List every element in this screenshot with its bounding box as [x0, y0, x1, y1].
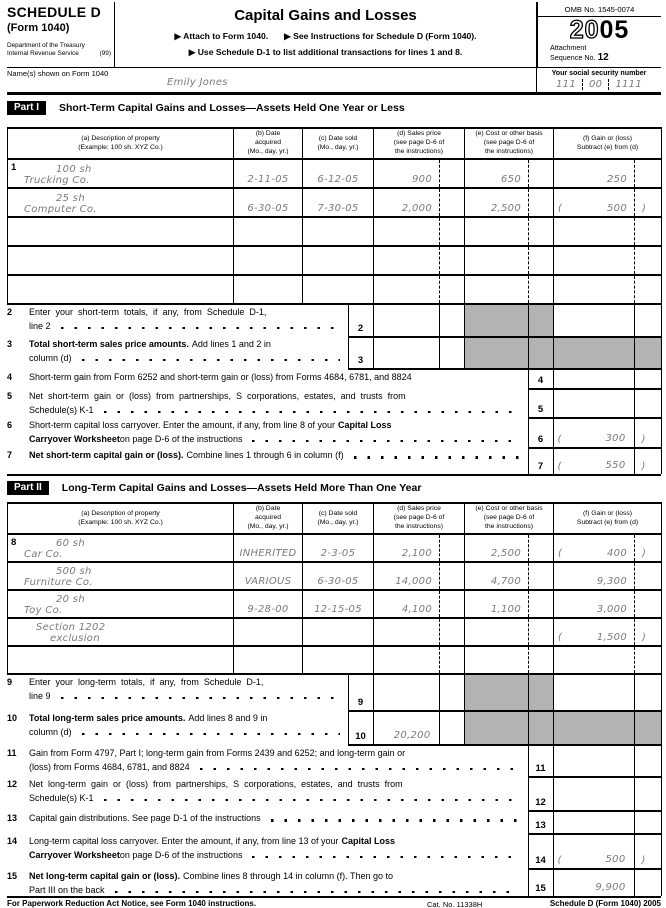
line-9-text: 9 Enter your long-term totals, if any, from Schedule D-1, line 9: [7, 675, 348, 711]
dot-leader: [82, 733, 340, 736]
footer-notice: For Paperwork Reduction Act Notice, see Form 1040 instructions.: [7, 899, 257, 908]
line-number: 8: [11, 537, 17, 548]
line-2-text: 2 Enter your short-term totals, if any, from Schedule D-1, line 2: [7, 305, 348, 337]
dot-leader: [252, 440, 519, 443]
line-15-text: 15 Net long-term capital gain or (loss). Combine lines 8 through 14 in column (f). Then go to Part III on the back: [7, 869, 528, 896]
attachment-label: Attachment: [550, 43, 587, 52]
date-sold-cell[interactable]: 6-12-05: [303, 159, 374, 188]
col-d-header: (d) Sales price (see page D-6 of the instructions): [374, 128, 465, 159]
line-12-text: 12 Net long-term gain or (loss) from partnerships, S corporations, estates, and trusts from Schedule(s) K-1: [7, 777, 528, 811]
part1-label: Part I: [7, 101, 46, 115]
gain-loss-cell[interactable]: 3,000: [554, 590, 635, 618]
col-b-header: (b) Date acquired (Mo., day, yr.): [234, 128, 303, 159]
col-c-header: (c) Date sold (Mo., day, yr.): [303, 503, 374, 534]
part1-amount-lines: [7, 370, 662, 474]
dot-leader: [271, 819, 520, 822]
date-acquired-cell[interactable]: 2-11-05: [234, 159, 303, 188]
description-cell[interactable]: 1 100 sh Trucking Co.: [8, 159, 234, 188]
form-title: Capital Gains and Losses: [234, 7, 417, 24]
name-label: Name(s) shown on Form 1040: [7, 69, 109, 78]
sales-price-cell[interactable]: 2,100: [374, 534, 440, 562]
cost-basis-cell[interactable]: 650: [465, 159, 529, 188]
omb-year-block: [536, 2, 661, 67]
dot-leader: [200, 768, 520, 771]
sales-price-cell[interactable]: 900: [374, 159, 440, 188]
cost-basis-cell[interactable]: [465, 275, 529, 304]
line-4-row: [7, 370, 661, 389]
dot-leader: [104, 799, 520, 802]
date-sold-cell[interactable]: 2-3-05: [303, 534, 374, 562]
name-ssn-row: [7, 68, 661, 95]
ssn-group-1[interactable]: 111: [556, 79, 576, 90]
column-header-row: [8, 128, 662, 159]
table-row: [8, 246, 662, 275]
sales-price-cell[interactable]: 2,000: [374, 188, 440, 217]
cost-basis-cell[interactable]: [465, 646, 529, 674]
line-12-box-number: 12: [528, 777, 553, 811]
line-3-text: 3 Total short-term sales price amounts. Add lines 1 and 2 in column (d): [7, 337, 348, 369]
gain-loss-cell[interactable]: [554, 217, 635, 246]
schedule-label: SCHEDULE D: [7, 4, 102, 20]
gain-loss-cell[interactable]: ( 500: [554, 188, 635, 217]
form-header: [7, 2, 661, 68]
see-instructions: ▶ See Instructions for Schedule D (Form 1040).: [284, 31, 477, 41]
ssn-block: [536, 68, 661, 92]
line-10-sales-field[interactable]: 20,200: [373, 711, 439, 745]
line-15-box-number: 15: [528, 869, 553, 896]
paren-close-cell: [635, 159, 662, 188]
ssn-label: Your social security number: [551, 69, 647, 77]
part1-transactions-table: [7, 127, 662, 305]
cost-cents-cell: [529, 159, 554, 188]
form-number-label: (Form 1040): [7, 22, 70, 34]
sales-cents-cell: [440, 188, 465, 217]
date-sold-cell[interactable]: 6-30-05: [303, 562, 374, 590]
name-block: [7, 68, 536, 92]
tax-year-suffix: 05: [599, 16, 630, 44]
date-sold-cell[interactable]: 7-30-05: [303, 188, 374, 217]
gain-loss-cell[interactable]: [554, 646, 635, 674]
line-10-box-number: 10: [348, 711, 373, 745]
date-acquired-cell[interactable]: [234, 275, 303, 304]
date-acquired-cell[interactable]: 6-30-05: [234, 188, 303, 217]
line-9-row: [7, 675, 661, 711]
gain-loss-cell[interactable]: ( 1,500: [554, 618, 635, 646]
cost-basis-cell[interactable]: 4,700: [465, 562, 529, 590]
form-footer: [7, 898, 661, 908]
line-6-box-number: 6: [528, 418, 553, 448]
treasury-line: Department of the Treasury: [7, 42, 85, 49]
ssn-group-2[interactable]: 00: [582, 79, 609, 90]
table-row: [8, 590, 662, 618]
part1-title: Short-Term Capital Gains and Losses—Assets Held One Year or Less: [59, 102, 405, 114]
line-15-amount[interactable]: 9,900: [553, 869, 634, 896]
line-7-box-number: 7: [528, 448, 553, 474]
description-cell[interactable]: [8, 246, 234, 275]
dot-leader: [61, 697, 340, 700]
description-cell[interactable]: 20 sh Toy Co.: [8, 590, 234, 618]
table-row: [8, 562, 662, 590]
line-3-shaded-cell: [553, 337, 634, 369]
sales-price-cell[interactable]: [374, 646, 440, 674]
line-2-gain-field[interactable]: [553, 305, 634, 337]
tax-year-prefix: 20: [569, 16, 600, 44]
line-14-row: 14 Long-term capital loss carryover. Enter the amount, if any, from line 13 of your Capital Loss Carryover Worksheet on page D-6 of the instructions 14 ( 500 ): [7, 834, 661, 869]
part2-amount-lines: [7, 746, 662, 896]
line-number: 1: [11, 162, 17, 173]
line-14-text: 14 Long-term capital loss carryover. Enter the amount, if any, from line 13 of your Capital Loss Carryover Worksheet on page D-6 of the instructions: [7, 834, 528, 869]
line-3-box-number: 3: [348, 337, 373, 369]
description-cell[interactable]: [8, 217, 234, 246]
sales-price-cell[interactable]: [374, 618, 440, 646]
line-9-shaded-cell: [464, 675, 528, 711]
col-a-header: (a) Description of property (Example: 100 sh. XYZ Co.): [8, 503, 234, 534]
col-e-header: (e) Cost or other basis (see page D-6 of the instructions): [465, 503, 554, 534]
cost-basis-cell[interactable]: 2,500: [465, 534, 529, 562]
description-cell[interactable]: [8, 275, 234, 304]
line-6-amount[interactable]: ( 300: [553, 418, 634, 448]
sequence-number: 12: [597, 52, 609, 63]
part2-totals-lines: [7, 675, 662, 746]
line-13-text: 13 Capital gain distributions. See page D-1 of the instructions: [7, 811, 528, 834]
line-3-shaded-cell: [464, 337, 528, 369]
sequence-label: Sequence No.: [550, 53, 596, 62]
line-10-shaded-cell: [553, 711, 634, 745]
line-5-amount[interactable]: [553, 389, 634, 418]
line-4-box-number: 4: [528, 370, 553, 389]
part1-header: [7, 95, 661, 127]
sales-price-cell[interactable]: [374, 246, 440, 275]
date-sold-cell[interactable]: [303, 618, 374, 646]
cost-basis-cell[interactable]: [465, 618, 529, 646]
line-7-text: 7 Net short-term capital gain or (loss). Combine lines 1 through 6 in column (f): [7, 448, 528, 474]
dot-leader: [115, 891, 520, 894]
col-c-header: (c) Date sold (Mo., day, yr.): [303, 128, 374, 159]
line-2-shaded-cell: [464, 305, 528, 337]
date-sold-cell[interactable]: 12-15-05: [303, 590, 374, 618]
part2-label: Part II: [7, 481, 49, 495]
table-row: [8, 188, 662, 217]
date-sold-cell[interactable]: [303, 646, 374, 674]
line-5-row: [7, 389, 661, 418]
attachment-sequence: [538, 43, 661, 65]
description-cell[interactable]: [8, 646, 234, 674]
sales-price-cell[interactable]: 4,100: [374, 590, 440, 618]
line-10-row: [7, 711, 661, 745]
omb-number: OMB No. 1545-0074: [538, 2, 661, 17]
ssn-group-3[interactable]: 1111: [615, 79, 642, 90]
date-acquired-cell[interactable]: INHERITED: [234, 534, 303, 562]
line-13-box-number: 13: [528, 811, 553, 834]
date-acquired-cell[interactable]: [234, 246, 303, 275]
line-11-row: [7, 746, 661, 777]
paren-close-cell: ): [635, 188, 662, 217]
line-9-gain-field[interactable]: [553, 675, 634, 711]
dot-leader: [61, 327, 340, 330]
cost-basis-cell[interactable]: 1,100: [465, 590, 529, 618]
table-row: [8, 159, 662, 188]
agency-block: [7, 42, 114, 58]
line-14-box-number: 14: [528, 834, 553, 869]
col-f-header: (f) Gain or (loss) Subtract (e) from (d): [554, 128, 662, 159]
part1-totals-lines: [7, 305, 662, 370]
dot-leader: [82, 359, 340, 362]
line-6-row: 6 Short-term capital loss carryover. Enter the amount, if any, from line 8 of your Capital Loss Carryover Worksheet on page D-6 of the instructions 6 ( 300 ): [7, 418, 661, 448]
schedule-d1-instruction: ▶ Use Schedule D-1 to list additional transactions for lines 1 and 8.: [188, 47, 463, 57]
dot-leader: [104, 411, 520, 414]
line-12-amount[interactable]: [553, 777, 634, 811]
catalog-number: Cat. No. 11338H: [427, 900, 483, 908]
date-sold-cell[interactable]: [303, 275, 374, 304]
cost-basis-cell[interactable]: 2,500: [465, 188, 529, 217]
line-13-amount[interactable]: [553, 811, 634, 834]
sales-price-cell[interactable]: [374, 275, 440, 304]
line-13-row: [7, 811, 661, 834]
name-value[interactable]: Emily Jones: [167, 77, 228, 88]
line-10-text: 10 Total long-term sales price amounts. Add lines 8 and 9 in column (d): [7, 711, 348, 745]
line-3-sales-field[interactable]: [373, 337, 439, 369]
sales-cents-cell: [440, 159, 465, 188]
line-10-shaded-cell: [464, 711, 528, 745]
form-id: Schedule D (Form 1040) 2005: [549, 899, 661, 908]
line-11-text: 11 Gain from Form 4797, Part I; long-term gain from Forms 2439 and 6252; and long-term gain or (loss) from Forms 4684, 6781, and 8824: [7, 746, 528, 777]
cost-basis-cell[interactable]: [465, 246, 529, 275]
line-7-amount[interactable]: ( 550: [553, 448, 634, 474]
line-9-sales-field[interactable]: [373, 675, 439, 711]
table-row: [8, 275, 662, 304]
col-a-header: (a) Description of property (Example: 100 sh. XYZ Co.): [8, 128, 234, 159]
col-d-header: (d) Sales price (see page D-6 of the instructions): [374, 503, 465, 534]
col-b-header: (b) Date acquired (Mo., day, yr.): [234, 503, 303, 534]
line-14-amount[interactable]: ( 500: [553, 834, 634, 869]
column-header-row: [8, 503, 662, 534]
form-identity-block: [7, 2, 115, 67]
gain-loss-cell[interactable]: [554, 275, 635, 304]
line-11-box-number: 11: [528, 746, 553, 777]
line-9-box-number: 9: [348, 675, 373, 711]
date-acquired-cell[interactable]: 9-28-00: [234, 590, 303, 618]
line-2-row: [7, 305, 661, 337]
date-acquired-cell[interactable]: VARIOUS: [234, 562, 303, 590]
gain-loss-cell[interactable]: ( 400: [554, 534, 635, 562]
dot-leader: [354, 456, 520, 459]
line-5-box-number: 5: [528, 389, 553, 418]
ssn-value[interactable]: [537, 79, 661, 90]
description-cell[interactable]: Section 1202 exclusion: [8, 618, 234, 646]
table-row: Section 1202 exclusion ( 1,500 ): [8, 618, 662, 646]
date-sold-cell[interactable]: [303, 217, 374, 246]
sales-price-cell[interactable]: [374, 217, 440, 246]
col-f-header: (f) Gain or (loss) Subtract (e) from (d): [554, 503, 662, 534]
line-12-row: [7, 777, 661, 811]
table-row: [8, 217, 662, 246]
col-e-header: (e) Cost or other basis (see page D-6 of the instructions): [465, 128, 554, 159]
description-cell[interactable]: 500 sh Furniture Co.: [8, 562, 234, 590]
sales-price-cell[interactable]: 14,000: [374, 562, 440, 590]
table-row: 8 60 sh Car Co. INHERITED 2-3-05 2,100 2,500 ( 400 ): [8, 534, 662, 562]
line-2-box-number: 2: [348, 305, 373, 337]
line-4-text: 4 Short-term gain from Form 6252 and short-term gain or (loss) from Forms 4684, 6781, and 8824: [7, 372, 412, 382]
date-acquired-cell[interactable]: [234, 618, 303, 646]
part2-title: Long-Term Capital Gains and Losses—Assets Held More Than One Year: [61, 482, 422, 494]
line-11-amount[interactable]: [553, 746, 634, 777]
form-title-block: [115, 2, 536, 67]
line-15-row: [7, 869, 661, 896]
table-row: [8, 646, 662, 674]
attach-instruction: ▶ Attach to Form 1040.: [174, 31, 269, 41]
date-sold-cell[interactable]: [303, 246, 374, 275]
line-6-text: 6 Short-term capital loss carryover. Enter the amount, if any, from line 8 of your Capital Loss Carryover Worksheet on page D-6 of the instructions: [7, 418, 528, 448]
description-cell[interactable]: 25 sh Computer Co.: [8, 188, 234, 217]
part2-header: [7, 476, 661, 502]
cost-cents-cell: [529, 188, 554, 217]
irs-code: (99): [99, 50, 111, 57]
line-4-amount[interactable]: [553, 370, 634, 389]
gain-loss-cell[interactable]: [554, 246, 635, 275]
part2-transactions-table: [7, 502, 662, 675]
description-cell[interactable]: 8 60 sh Car Co.: [8, 534, 234, 562]
cost-basis-cell[interactable]: [465, 217, 529, 246]
line-2-sales-field[interactable]: [373, 305, 439, 337]
date-acquired-cell[interactable]: [234, 217, 303, 246]
tax-year: [538, 18, 661, 43]
irs-line: Internal Revenue Service: [7, 50, 79, 57]
line-3-row: [7, 337, 661, 369]
gain-loss-cell[interactable]: 9,300: [554, 562, 635, 590]
dot-leader: [252, 856, 519, 859]
date-acquired-cell[interactable]: [234, 646, 303, 674]
gain-loss-cell[interactable]: 250: [554, 159, 635, 188]
paren-open: (: [558, 203, 563, 214]
line-7-row: 7 Net short-term capital gain or (loss). Combine lines 1 through 6 in column (f) 7 ( 550 ): [7, 448, 661, 474]
line-5-text: 5 Net short-term gain or (loss) from partnerships, S corporations, estates, and trusts from Schedule(s) K-1: [7, 389, 528, 418]
